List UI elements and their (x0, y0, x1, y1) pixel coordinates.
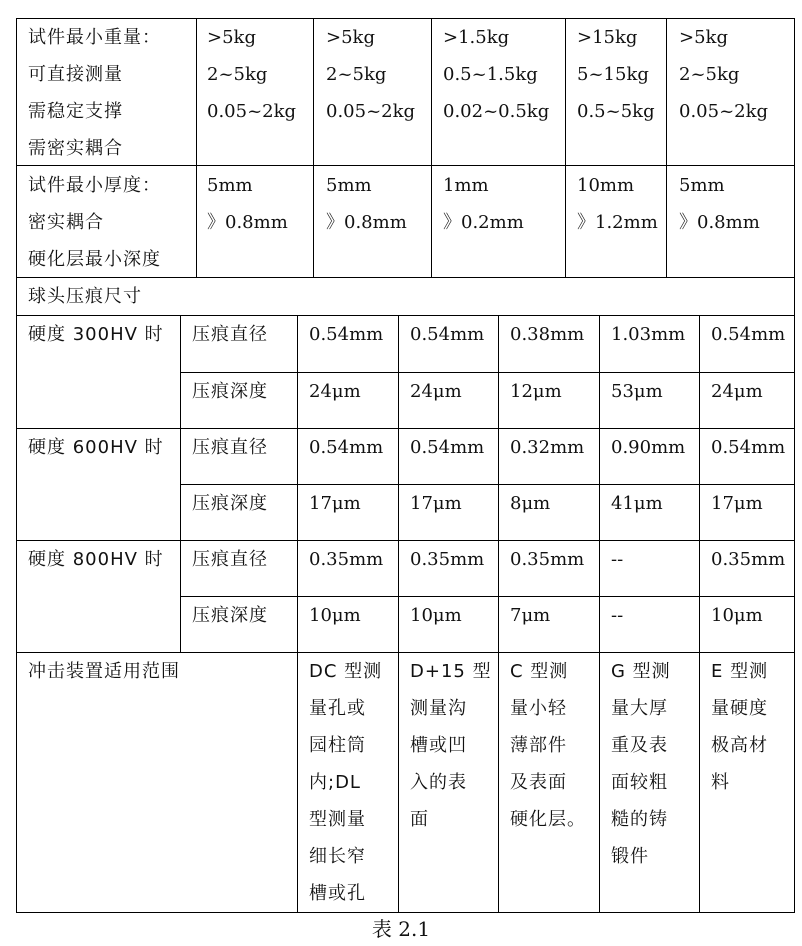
application-text: 锻件 (611, 846, 649, 867)
thickness-value: 》0.8mm (679, 212, 760, 233)
application-text: 量硬度 (711, 698, 768, 719)
indent-value: 7μm (510, 605, 551, 626)
application-text: 槽或凹 (410, 735, 467, 756)
hardness-label: 硬度 300HV 时 (28, 324, 164, 345)
table-border-right (794, 18, 795, 913)
table-row-rule (16, 912, 795, 913)
weight-value: 2~5kg (207, 64, 268, 85)
indent-measure-name: 压痕深度 (192, 493, 268, 514)
weight-value: 0.05~2kg (207, 101, 297, 122)
indent-measure-name: 压痕直径 (192, 437, 268, 458)
indent-value: 17μm (410, 493, 462, 514)
application-text: 糙的铸 (611, 809, 668, 830)
table-column-rule (498, 315, 499, 912)
weight-label: 需稳定支撑 (28, 101, 123, 122)
table-column-rule (180, 315, 181, 652)
table-column-rule (666, 18, 667, 277)
indent-value: 24μm (410, 381, 462, 402)
weight-value: >5kg (326, 27, 375, 48)
application-text: 量大厚 (611, 698, 668, 719)
application-text: 园柱筒 (309, 735, 366, 756)
weight-value: >1.5kg (443, 27, 510, 48)
application-text: 测量沟 (410, 698, 467, 719)
indent-value: 0.54mm (309, 324, 384, 345)
application-text: 槽或孔 (309, 883, 366, 904)
table-column-rule (196, 18, 197, 277)
table-row-rule (180, 596, 795, 597)
indent-value: 17μm (711, 493, 763, 514)
thickness-value: 》0.8mm (207, 212, 288, 233)
indent-value: 0.54mm (410, 324, 485, 345)
indent-value: 0.54mm (410, 437, 485, 458)
application-text: D+15 型 (410, 661, 492, 682)
application-text: 薄部件 (510, 735, 567, 756)
application-text: 及表面 (510, 772, 567, 793)
thickness-label: 硬化层最小深度 (28, 249, 161, 270)
indent-value: 12μm (510, 381, 562, 402)
application-text: 料 (711, 772, 730, 793)
table-column-rule (565, 18, 566, 277)
indent-size-header: 球头压痕尺寸 (28, 286, 142, 307)
thickness-value: 》1.2mm (577, 212, 658, 233)
weight-value: 5~15kg (577, 64, 649, 85)
indent-value: 24μm (309, 381, 361, 402)
application-text: 面较粗 (611, 772, 668, 793)
thickness-value: 5mm (207, 175, 253, 196)
application-label: 冲击装置适用范围 (28, 661, 180, 682)
table-border-left (16, 18, 17, 913)
weight-value: >5kg (679, 27, 728, 48)
thickness-value: 》0.8mm (326, 212, 407, 233)
indent-value: 0.35mm (510, 549, 585, 570)
thickness-value: 10mm (577, 175, 635, 196)
weight-label: 试件最小重量： (28, 27, 161, 48)
application-text: 型测量 (309, 809, 366, 830)
weight-value: 2~5kg (679, 64, 740, 85)
indent-value: 24μm (711, 381, 763, 402)
indent-value: 0.54mm (309, 437, 384, 458)
indent-value: 0.35mm (711, 549, 786, 570)
indent-value: 0.35mm (309, 549, 384, 570)
indent-value: 53μm (611, 381, 663, 402)
indent-measure-name: 压痕深度 (192, 381, 268, 402)
application-text: 入的表 (410, 772, 467, 793)
application-text: 细长窄 (309, 846, 366, 867)
table-column-rule (599, 315, 600, 912)
application-text: DC 型测 (309, 661, 383, 682)
weight-value: 0.05~2kg (326, 101, 416, 122)
application-text: G 型测 (611, 661, 671, 682)
weight-value: 2~5kg (326, 64, 387, 85)
application-text: E 型测 (711, 661, 769, 682)
application-text: 重及表 (611, 735, 668, 756)
thickness-label: 试件最小厚度： (28, 175, 161, 196)
indent-value: 10μm (711, 605, 763, 626)
indent-value: 10μm (410, 605, 462, 626)
indent-measure-name: 压痕深度 (192, 605, 268, 626)
table-row-rule (180, 484, 795, 485)
thickness-value: 5mm (326, 175, 372, 196)
weight-value: 0.5~5kg (577, 101, 655, 122)
indent-value: 0.54mm (711, 324, 786, 345)
indent-value: 0.38mm (510, 324, 585, 345)
application-text: 量孔或 (309, 698, 366, 719)
table-column-rule (699, 315, 700, 912)
table-row-rule (16, 165, 795, 166)
thickness-label: 密实耦合 (28, 212, 104, 233)
table-row-rule (180, 372, 795, 373)
hardness-label: 硬度 800HV 时 (28, 549, 164, 570)
table-column-rule (313, 18, 314, 277)
indent-measure-name: 压痕直径 (192, 549, 268, 570)
table-column-rule (398, 315, 399, 912)
indent-value: -- (611, 549, 624, 570)
table-column-rule (431, 18, 432, 277)
weight-value: >15kg (577, 27, 638, 48)
indent-value: 0.35mm (410, 549, 485, 570)
indent-value: 8μm (510, 493, 551, 514)
weight-value: 0.02~0.5kg (443, 101, 550, 122)
indent-value: 1.03mm (611, 324, 686, 345)
application-text: 极高材 (711, 735, 768, 756)
weight-value: 0.5~1.5kg (443, 64, 538, 85)
indent-value: 0.54mm (711, 437, 786, 458)
application-text: 面 (410, 809, 429, 830)
indent-value: 41μm (611, 493, 663, 514)
thickness-value: 5mm (679, 175, 725, 196)
table-column-rule (297, 315, 298, 912)
table-caption: 表 2.1 (371, 917, 431, 941)
indent-value: 0.32mm (510, 437, 585, 458)
thickness-value: 1mm (443, 175, 489, 196)
application-text: 内;DL (309, 772, 361, 793)
application-text: 量小轻 (510, 698, 567, 719)
indent-value: 0.90mm (611, 437, 686, 458)
hardness-label: 硬度 600HV 时 (28, 437, 164, 458)
indent-value: 10μm (309, 605, 361, 626)
weight-label: 需密实耦合 (28, 138, 123, 159)
application-text: C 型测 (510, 661, 569, 682)
indent-value: -- (611, 605, 624, 626)
weight-label: 可直接测量 (28, 64, 123, 85)
weight-value: 0.05~2kg (679, 101, 769, 122)
thickness-value: 》0.2mm (443, 212, 524, 233)
weight-value: >5kg (207, 27, 256, 48)
indent-measure-name: 压痕直径 (192, 324, 268, 345)
indent-value: 17μm (309, 493, 361, 514)
application-text: 硬化层。 (510, 809, 586, 830)
